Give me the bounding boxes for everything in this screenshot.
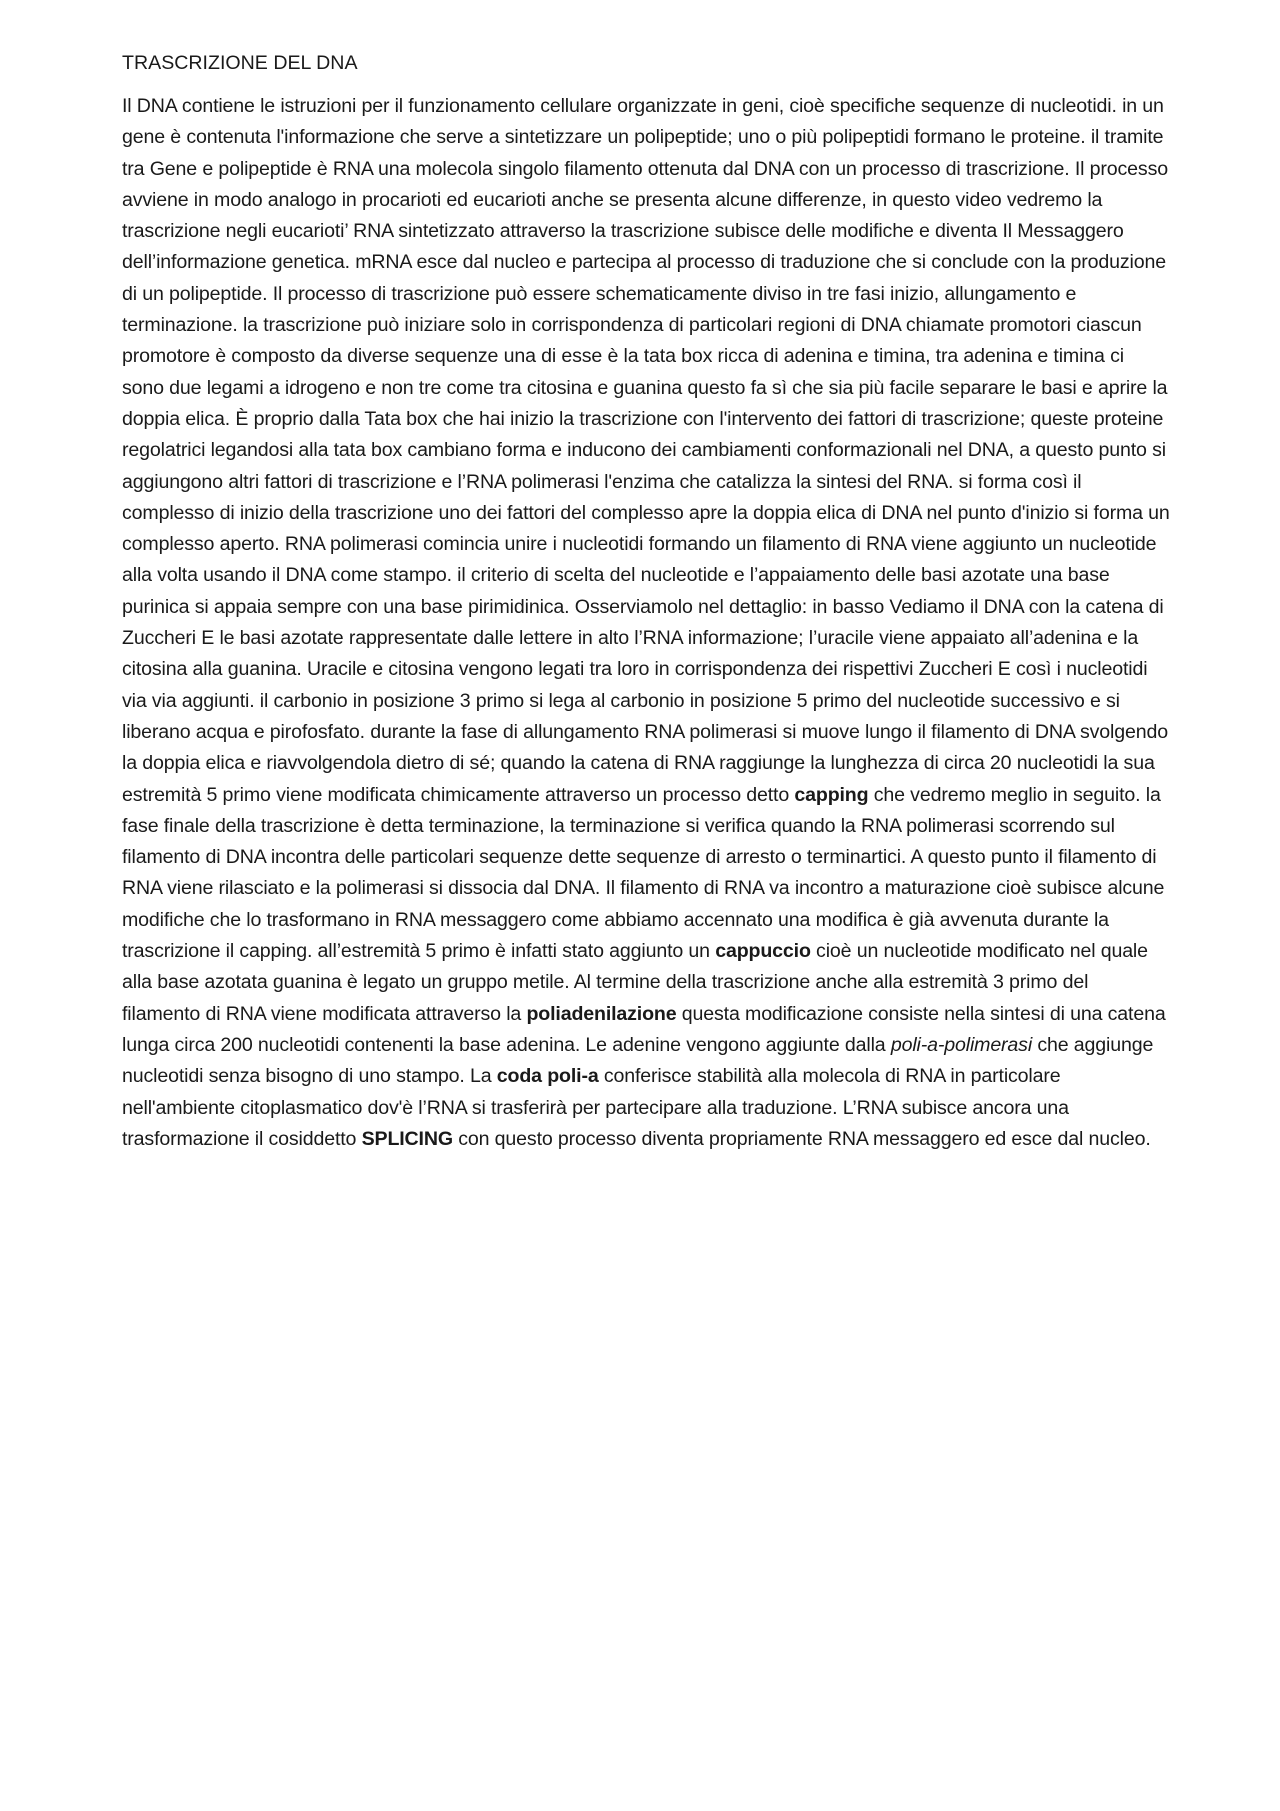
body-text-segment: cioè un nucleotide modificato nel quale alla base azotata guanina è legato un gruppo metile. Al termine della trascrizione anche alla estremità 3 primo del filamento di RNA viene modificata attraverso la — [122, 940, 1148, 1025]
document-title: TRASCRIZIONE DEL DNA — [122, 52, 358, 74]
body-text-segment: Il DNA contiene le istruzioni per il funzionamento cellulare organizzate in geni, cioè specifiche sequenze di nucleotidi. in un gene è contenuta l'informazione che serve a sintetizzare un polipeptide; uno o più polipeptidi formano le proteine. il tramite tra Gene e polipeptide è RNA una molecola singolo filamento ottenuta dal DNA con un processo di trascrizione. Il processo avviene in modo analogo in procarioti ed eucarioti anche se presenta alcune differenze, in questo video vedremo la trascrizione negli eucarioti’ RNA sintetizzato attraverso la trascrizione subisce delle modifiche e diventa Il Messaggero dell’informazione genetica. mRNA esce dal nucleo e partecipa al processo di traduzione che si conclude con la produzione di un polipeptide. Il processo di trascrizione può essere schematicamente diviso in tre fasi inizio, allungamento e terminazione. la trascrizione può iniziare solo in corrispondenza di particolari regioni di DNA chiamate promotori ciascun promotore è composto da diverse sequenze una di esse è la tata box ricca di adenina e timina, tra adenina e timina ci sono due legami a idrogeno e non tre come tra citosina e guanina questo fa sì che sia più facile separare le basi e aprire la doppia elica. È proprio dalla Tata box che hai inizio la trascrizione con l'intervento dei fattori di trascrizione; queste proteine regolatrici legandosi alla tata box cambiano forma e inducono dei cambiamenti conformazionali nel DNA, a questo punto si aggiungono altri fattori di trascrizione e l’RNA polimerasi l'enzima che catalizza la sintesi del RNA. si forma così il complesso di inizio della trascrizione uno dei fattori del complesso apre la doppia elica di DNA nel punto d'inizio si forma un complesso aperto. RNA polimerasi comincia unire i nucleotidi formando un filamento di RNA viene aggiunto un nucleotide alla volta usando il DNA come stampo. il criterio di scelta del nucleotide e l’appaiamento delle basi azotate una base purinica si appaia sempre con una base pirimidinica. Osserviamolo nel dettaglio: in basso Vediamo il DNA con la catena di Zuccheri E le basi azotate rappresentate dalle lettere in alto l’RNA informazione; l’uracile viene appaiato all’adenina e la citosina alla guanina. Uracile e citosina vengono legati tra loro in corrispondenza dei rispettivi Zuccheri E così i nucleotidi via via aggiunti. il carbonio in posizione 3 primo si lega al carbonio in posizione 5 primo del nucleotide successivo e si liberano acqua e pirofosfato. durante la fase di allungamento RNA polimerasi si muove lungo il filamento di DNA svolgendo la doppia elica e riavvolgendola dietro di sé; quando la catena di RNA raggiunge la lunghezza di circa 20 nucleotidi la sua estremità 5 primo viene modificata chimicamente attraverso un processo detto — [122, 95, 1170, 806]
bold-term: coda poli-a — [496, 1065, 599, 1088]
body-text-segment: che vedremo meglio in seguito. la fase finale della trascrizione è detta terminazione, la terminazione si verifica quando la RNA polimerasi scorrendo sul filamento di DNA incontra delle particolari sequenze dette sequenze di arresto o terminartici. A questo punto il filamento di RNA viene rilasciato e la polimerasi si dissocia dal DNA. Il filamento di RNA va incontro a maturazione cioè subisce alcune modifiche che lo trasformano in RNA messaggero come abbiamo accennato una modifica è già avvenuta durante la trascrizione il capping. all’estremità 5 primo è infatti stato aggiunto un — [122, 783, 1165, 963]
document-body-paragraph — [122, 91, 1170, 1155]
bold-term: cappuccio — [715, 940, 811, 963]
bold-term: SPLICING — [361, 1127, 453, 1150]
body-text-segment: con questo processo diventa propriamente RNA messaggero ed esce dal nucleo. — [452, 1127, 1151, 1150]
body-text-segment: questa modificazione consiste nella sintesi di una catena lunga circa 200 nucleotidi contenenti la base adenina. Le adenine vengono aggiunte dalla — [122, 1002, 1166, 1056]
document-content — [122, 48, 1170, 1155]
bold-term: capping — [794, 783, 869, 806]
bold-term: poliadenilazione — [526, 1002, 677, 1025]
body-text-segment: che aggiunge nucleotidi senza bisogno di uno stampo. La — [122, 1033, 1154, 1088]
italic-term: poli-a-polimerasi — [890, 1033, 1033, 1056]
body-text-segment: conferisce stabilità alla molecola di RNA in particolare nell'ambiente citoplasmatico dov'è l’RNA si trasferirà per partecipare alla traduzione. L’RNA subisce ancora una trasformazione il cosiddetto — [122, 1065, 1069, 1150]
